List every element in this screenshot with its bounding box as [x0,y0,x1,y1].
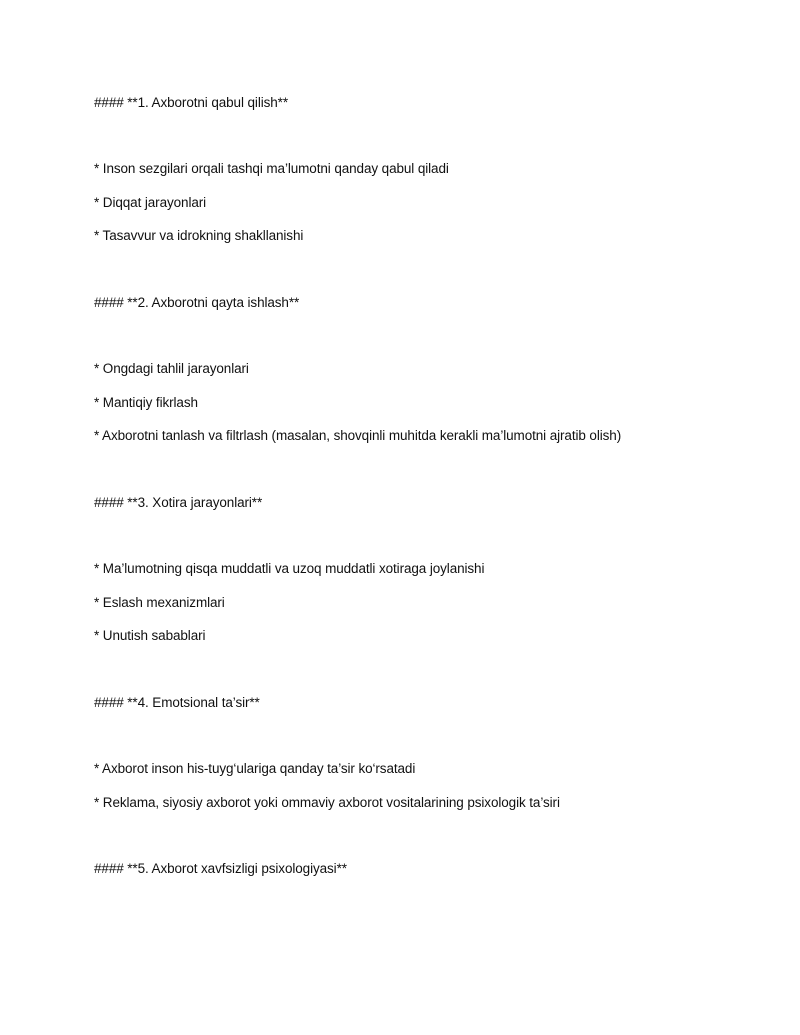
list-item: * Ma’lumotning qisqa muddatli va uzoq muddatli xotiraga joylanishi [94,561,485,576]
section-heading: #### **1. Axborotni qabul qilish** [94,95,288,110]
list-item: * Inson sezgilari orqali tashqi ma’lumotni qanday qabul qiladi [94,161,449,176]
list-item: * Tasavvur va idrokning shakllanishi [94,228,304,243]
list-item: * Axborot inson his-tuyg‘ulariga qanday ta’sir ko‘rsatadi [94,761,416,776]
list-item: * Mantiqiy fikrlash [94,395,198,410]
list-item: * Ongdagi tahlil jarayonlari [94,361,249,376]
list-item: * Eslash mexanizmlari [94,595,225,610]
list-item: * Diqqat jarayonlari [94,195,207,210]
list-item: * Reklama, siyosiy axborot yoki ommaviy axborot vositalarining psixologik ta’siri [94,795,560,810]
list-item: * Axborotni tanlash va filtrlash (masalan, shovqinli muhitda kerakli ma’lumotni ajratib olish) [94,428,622,443]
list-item: * Unutish sabablari [94,628,206,643]
section-heading: #### **2. Axborotni qayta ishlash** [94,295,300,310]
section-heading: #### **3. Xotira jarayonlari** [94,495,263,510]
section-heading: #### **5. Axborot xavfsizligi psixologiyasi** [94,861,347,876]
section-heading: #### **4. Emotsional ta’sir** [94,695,260,710]
